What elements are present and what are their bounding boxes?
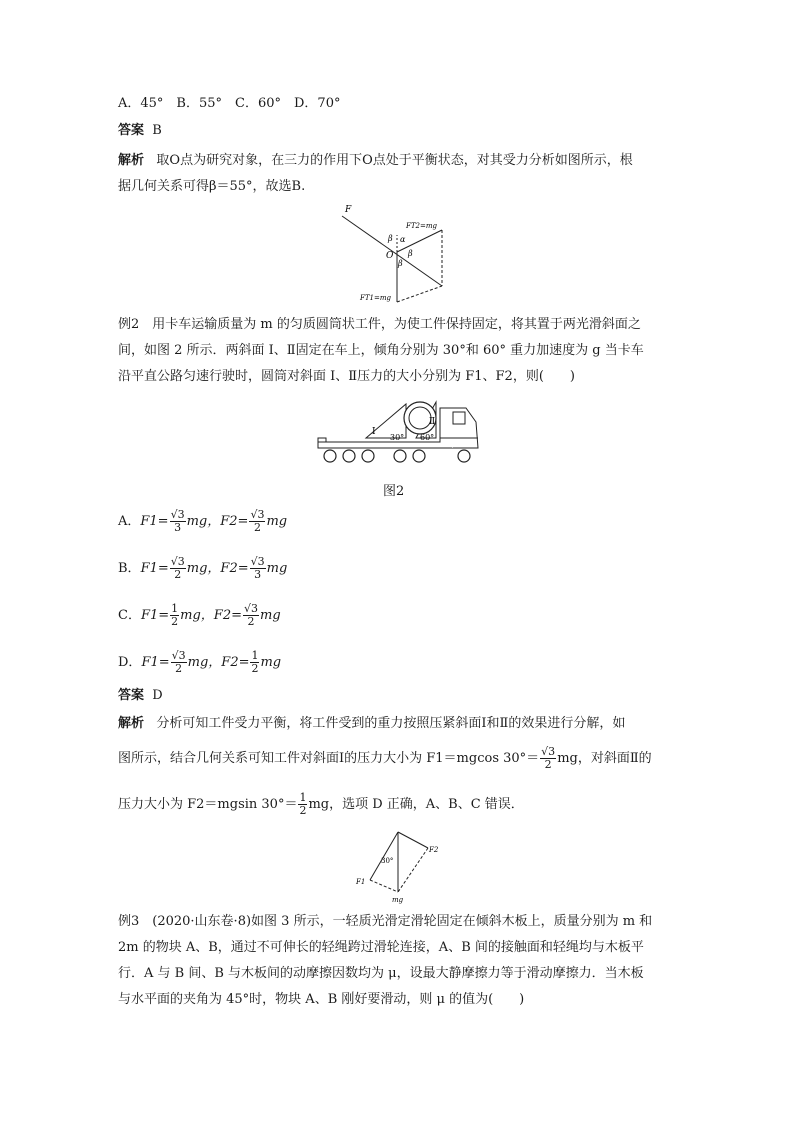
analysis-text: 压力大小为 F2＝mgsin 30°＝ xyxy=(118,797,298,812)
denominator: 2 xyxy=(247,615,255,628)
label-FT2: FT2=mg xyxy=(406,222,437,230)
denominator: 3 xyxy=(174,521,182,534)
ex2-answer xyxy=(118,686,163,706)
fraction xyxy=(250,556,266,581)
answer-value: B xyxy=(152,123,162,138)
option-c xyxy=(118,603,281,628)
answer-label: 答案 xyxy=(118,688,145,703)
label-mg: mg xyxy=(392,896,404,904)
numerator: 1 xyxy=(299,791,307,804)
ex2-line2: 间，如图 2 所示．两斜面 Ⅰ、Ⅱ固定在车上，倾角分别为 30°和 60° 重力加速度为 g 当卡车 xyxy=(118,343,644,358)
f2-symbol: F2= xyxy=(213,608,242,623)
q1-answer xyxy=(118,121,162,141)
q1-analysis-line2: 据几何关系可得β＝55°，故选B. xyxy=(118,179,306,194)
analysis-text: 分析可知工件受力平衡，将工件受到的重力按照压紧斜面Ⅰ和Ⅱ的效果进行分解，如 xyxy=(156,716,626,731)
denominator: 2 xyxy=(251,662,259,675)
label-F: F xyxy=(345,205,352,215)
angle-60-label: 60° xyxy=(420,433,435,442)
fraction xyxy=(170,509,186,534)
denominator: 2 xyxy=(175,662,183,675)
fraction xyxy=(250,650,259,675)
ex3-line1: 例3 (2020·山东卷·8)如图 3 所示，一轻质光滑定滑轮固定在倾斜木板上，质量分别为 m 和 xyxy=(118,914,653,929)
numerator: √3 xyxy=(171,649,186,662)
denominator: 2 xyxy=(544,758,552,771)
option-label: D． xyxy=(118,655,142,670)
angle-30-label: 30° xyxy=(390,433,405,442)
unit: mg xyxy=(266,561,288,576)
answer-label: 答案 xyxy=(118,123,145,138)
q1-analysis-line1 xyxy=(118,151,633,171)
numerator: √3 xyxy=(170,508,185,521)
option-d xyxy=(118,650,281,675)
unit: mg xyxy=(260,608,281,623)
label-beta-2: β xyxy=(408,249,413,258)
unit: mg xyxy=(266,514,288,529)
f1-symbol: F1= xyxy=(141,655,170,670)
numerator: √3 xyxy=(250,555,265,568)
label-FT1: FT1=mg xyxy=(360,294,391,302)
fraction xyxy=(171,650,187,675)
fraction xyxy=(298,792,307,817)
option-label: C． xyxy=(118,608,141,623)
ex3-line3: 行．A 与 B 间、B 与木板间的动摩擦因数均为 μ，设最大静摩擦力等于滑动摩擦力．当木板 xyxy=(118,966,644,981)
numerator: √3 xyxy=(250,508,265,521)
ex3-line2: 2m 的物块 A、B，通过不可伸长的轻绳跨过滑轮连接，A、B 间的接触面和轻绳均与木板平 xyxy=(118,940,644,955)
unit: mg， xyxy=(186,514,221,529)
label-F2: F2 xyxy=(429,846,439,854)
f2-symbol: F2= xyxy=(220,561,249,576)
fraction xyxy=(243,603,259,628)
fraction xyxy=(170,556,186,581)
denominator: 2 xyxy=(253,521,261,534)
numerator: √3 xyxy=(170,555,185,568)
ex2-analysis-line2 xyxy=(118,746,652,771)
numerator: √3 xyxy=(541,745,556,758)
denominator: 3 xyxy=(254,568,262,581)
analysis-label: 解析 xyxy=(118,716,145,731)
denominator: 2 xyxy=(174,568,182,581)
f2-symbol: F2= xyxy=(220,514,249,529)
figure-caption: 图2 xyxy=(383,484,405,499)
analysis-text: 取O点为研究对象，在三力的作用下O点处于平衡状态，对其受力分析如图所示，根 xyxy=(156,153,633,168)
ex2-line1: 例2 用卡车运输质量为 m 的匀质圆筒状工件，为使工件保持固定，将其置于两光滑斜面之 xyxy=(118,317,641,332)
ex2-line3: 沿平直公路匀速行驶时，圆筒对斜面 Ⅰ、Ⅱ压力的大小分别为 F1、F2，则( ) xyxy=(118,369,575,384)
unit: mg xyxy=(260,655,282,670)
slope-II-label: Ⅱ xyxy=(429,417,436,427)
answer-value: D xyxy=(152,688,163,703)
label-O: O xyxy=(386,251,394,261)
label-beta-1: β xyxy=(388,234,393,243)
ex3-line4: 与水平面的夹角为 45°时，物块 A、B 刚好要滑动，则 μ 的值为( ) xyxy=(118,992,525,1007)
f1-symbol: F1= xyxy=(140,561,169,576)
unit: mg， xyxy=(186,561,221,576)
f2-symbol: F2= xyxy=(221,655,250,670)
unit: mg， xyxy=(187,655,222,670)
option-label: A． xyxy=(118,514,141,529)
numerator: 1 xyxy=(251,649,259,662)
angle-30: 30° xyxy=(381,857,394,865)
denominator: 2 xyxy=(299,804,307,817)
force-diagram-o xyxy=(338,200,458,308)
ex2-analysis-line3 xyxy=(118,792,524,817)
f1-symbol: F1= xyxy=(140,608,170,623)
numerator: √3 xyxy=(243,602,258,615)
label-F1: F1 xyxy=(356,878,366,886)
analysis-text: mg，对斜面Ⅱ的 xyxy=(557,751,652,766)
analysis-label: 解析 xyxy=(118,153,145,168)
label-alpha: α xyxy=(400,235,406,244)
fraction xyxy=(170,603,179,628)
ex2-analysis-line1 xyxy=(118,714,625,734)
analysis-text: mg，选项 D 正确，A、B、C 错误． xyxy=(308,797,524,812)
fraction xyxy=(249,509,265,534)
numerator: 1 xyxy=(171,602,179,615)
fraction xyxy=(540,746,556,771)
option-label: B． xyxy=(118,561,141,576)
truck-figure xyxy=(316,394,482,466)
option-b xyxy=(118,556,287,581)
analysis-text: 图所示，结合几何关系可知工件对斜面Ⅰ的压力大小为 F1＝mgcos 30°＝ xyxy=(118,751,540,766)
decomposition-diagram xyxy=(350,830,445,905)
q1-options: A．45° B．55° C．60° D．70° xyxy=(118,96,341,111)
denominator: 2 xyxy=(171,615,179,628)
option-a xyxy=(118,509,287,534)
slope-I-label: Ⅰ xyxy=(372,427,376,437)
f1-symbol: F1= xyxy=(140,514,169,529)
unit: mg， xyxy=(180,608,214,623)
label-beta-3: β xyxy=(398,259,403,268)
